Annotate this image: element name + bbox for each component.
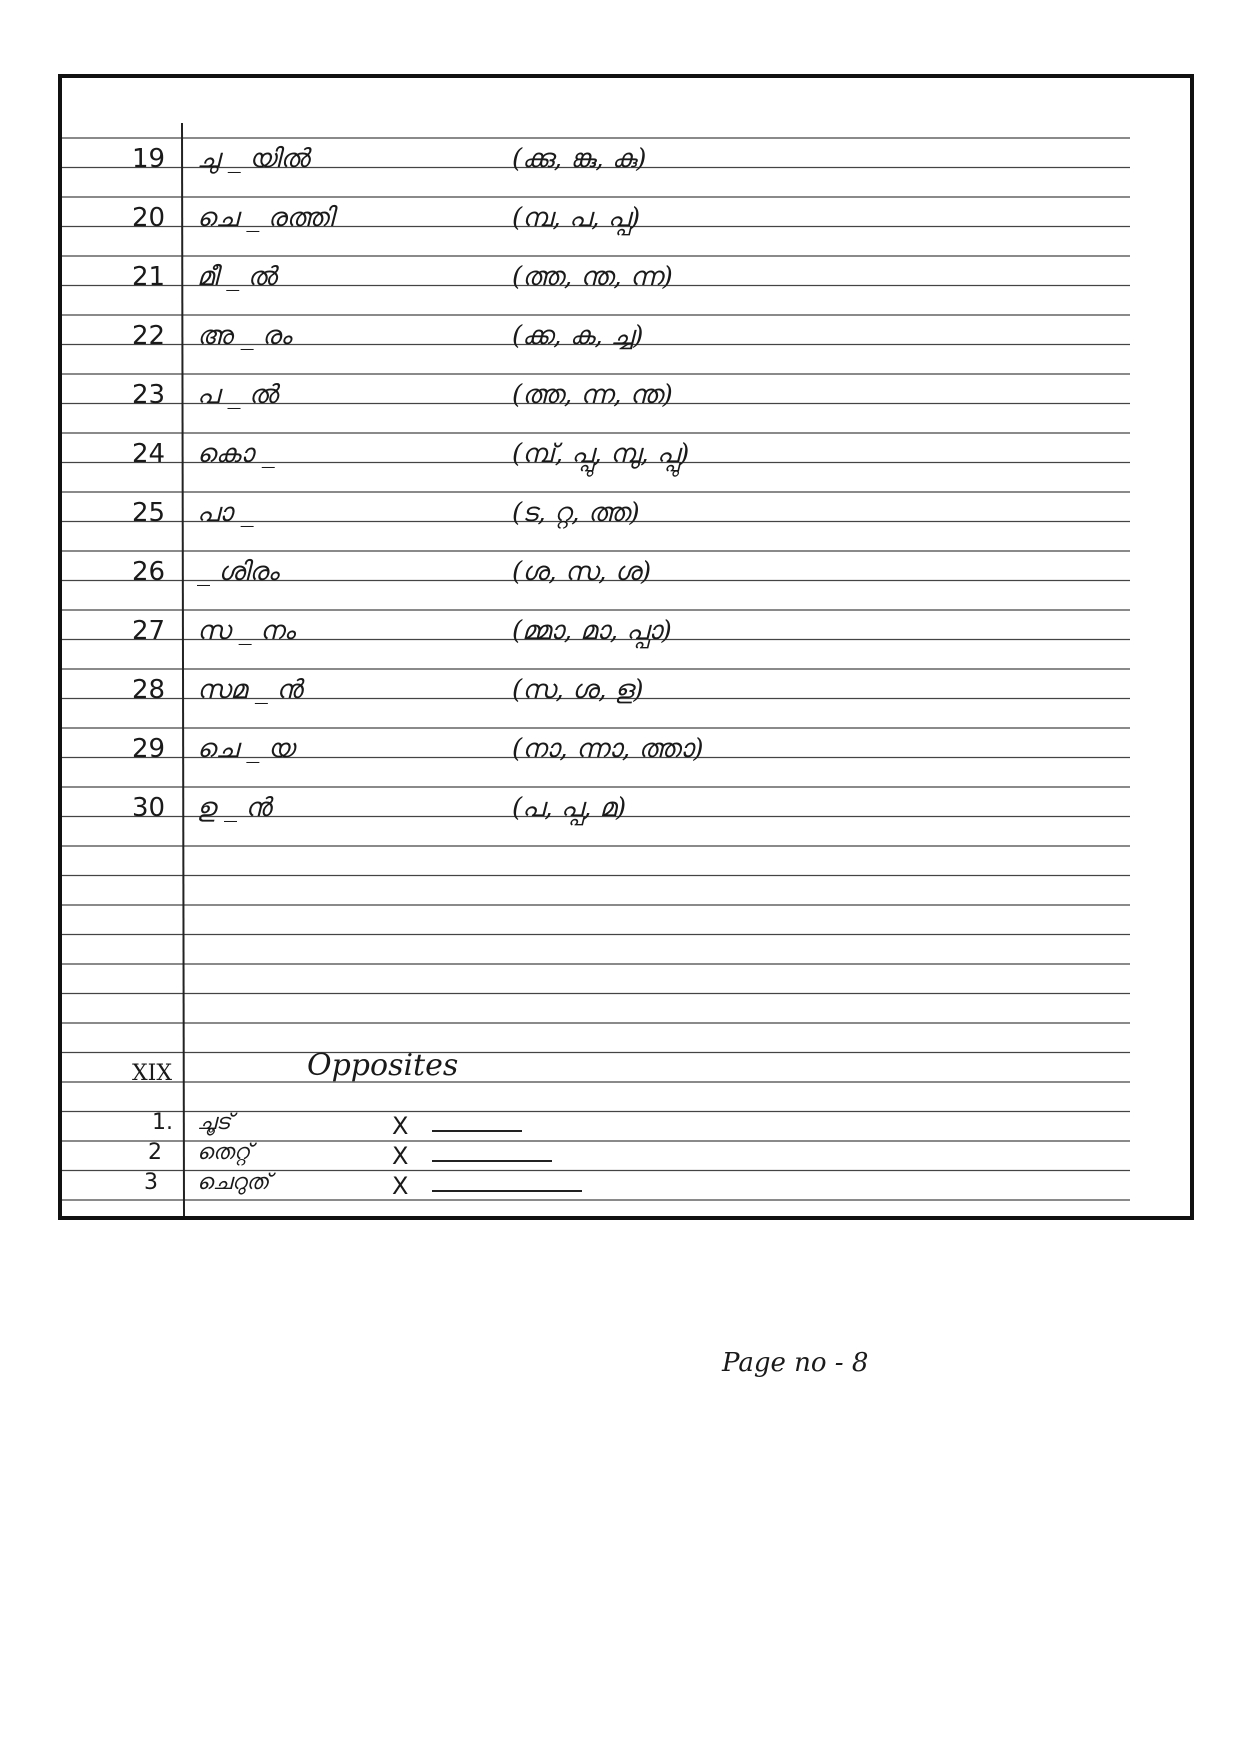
item-word: ഉ _ ൻ (197, 793, 272, 823)
answer-blank (432, 1190, 582, 1192)
item-options: (മ്മാ, മാ, പ്പാ) (512, 616, 672, 646)
item-number: 24 (132, 439, 166, 469)
item-options: (ശ, സ, ശ) (512, 557, 652, 587)
ruled-lines (62, 78, 1190, 1216)
item-number: 26 (132, 557, 166, 587)
item-word: പ _ ൽ (197, 380, 278, 410)
item-word: ചെ _ രത്തി (197, 203, 334, 233)
item-options: (ക്ക, ക, ച്ച) (512, 321, 644, 351)
opposite-number: 2 (148, 1140, 162, 1165)
item-options: (മ്പ്, പ്പു, മ്പു, പ്പു) (512, 439, 690, 469)
item-word: _ ശിരം (197, 557, 279, 587)
item-number: 27 (132, 616, 166, 646)
item-options: (സ, ശ, ള) (512, 675, 644, 705)
item-number: 20 (132, 203, 166, 233)
section-numeral: XIX (132, 1061, 173, 1086)
item-word: ചെ _ യ (197, 734, 295, 764)
opposite-cross: X (392, 1112, 409, 1140)
item-number: 22 (132, 321, 166, 351)
item-word: സ _ നം (197, 616, 295, 646)
item-word: ചു _ യിൽ (197, 144, 310, 174)
item-number: 21 (132, 262, 166, 292)
page-number: Page no - 8 (722, 1348, 869, 1378)
opposite-number: 1. (152, 1110, 173, 1135)
item-number: 25 (132, 498, 166, 528)
opposite-cross: X (392, 1172, 409, 1200)
opposite-word: തെറ്റ് (197, 1140, 251, 1165)
opposite-number: 3 (144, 1170, 158, 1195)
item-number: 29 (132, 734, 166, 764)
item-number: 28 (132, 675, 166, 705)
item-number: 19 (132, 144, 166, 174)
item-word: സമ _ ൻ (197, 675, 303, 705)
notebook-page (58, 74, 1194, 1378)
item-word: അ _ രം (197, 321, 292, 351)
answer-blank (432, 1160, 552, 1162)
item-number: 30 (132, 793, 166, 823)
item-options: (ത്ത, ന്ത, ന്ന) (512, 262, 673, 292)
item-options: (പ, പ്പ, മ) (512, 793, 627, 823)
section-title: Opposites (307, 1048, 459, 1083)
item-options: (ത്ത, ന്ന, ന്ത) (512, 380, 673, 410)
item-word: കൊ _ (197, 439, 275, 469)
item-number: 23 (132, 380, 166, 410)
item-options: (മ്പ, പ, പ്പ) (512, 203, 641, 233)
item-options: (ക്കു, ങ്കു, കു) (512, 144, 647, 174)
opposite-cross: X (392, 1142, 409, 1170)
item-word: പാ _ (197, 498, 254, 528)
item-word: മീ _ ൽ (197, 262, 277, 292)
answer-blank (432, 1130, 522, 1132)
opposite-word: ചൂട് (197, 1110, 231, 1135)
item-options: (നാ, ന്നാ, ത്താ) (512, 734, 704, 764)
opposite-word: ചെറുത് (197, 1170, 270, 1195)
item-options: (ട, റ്റ, ത്ത) (512, 498, 640, 528)
